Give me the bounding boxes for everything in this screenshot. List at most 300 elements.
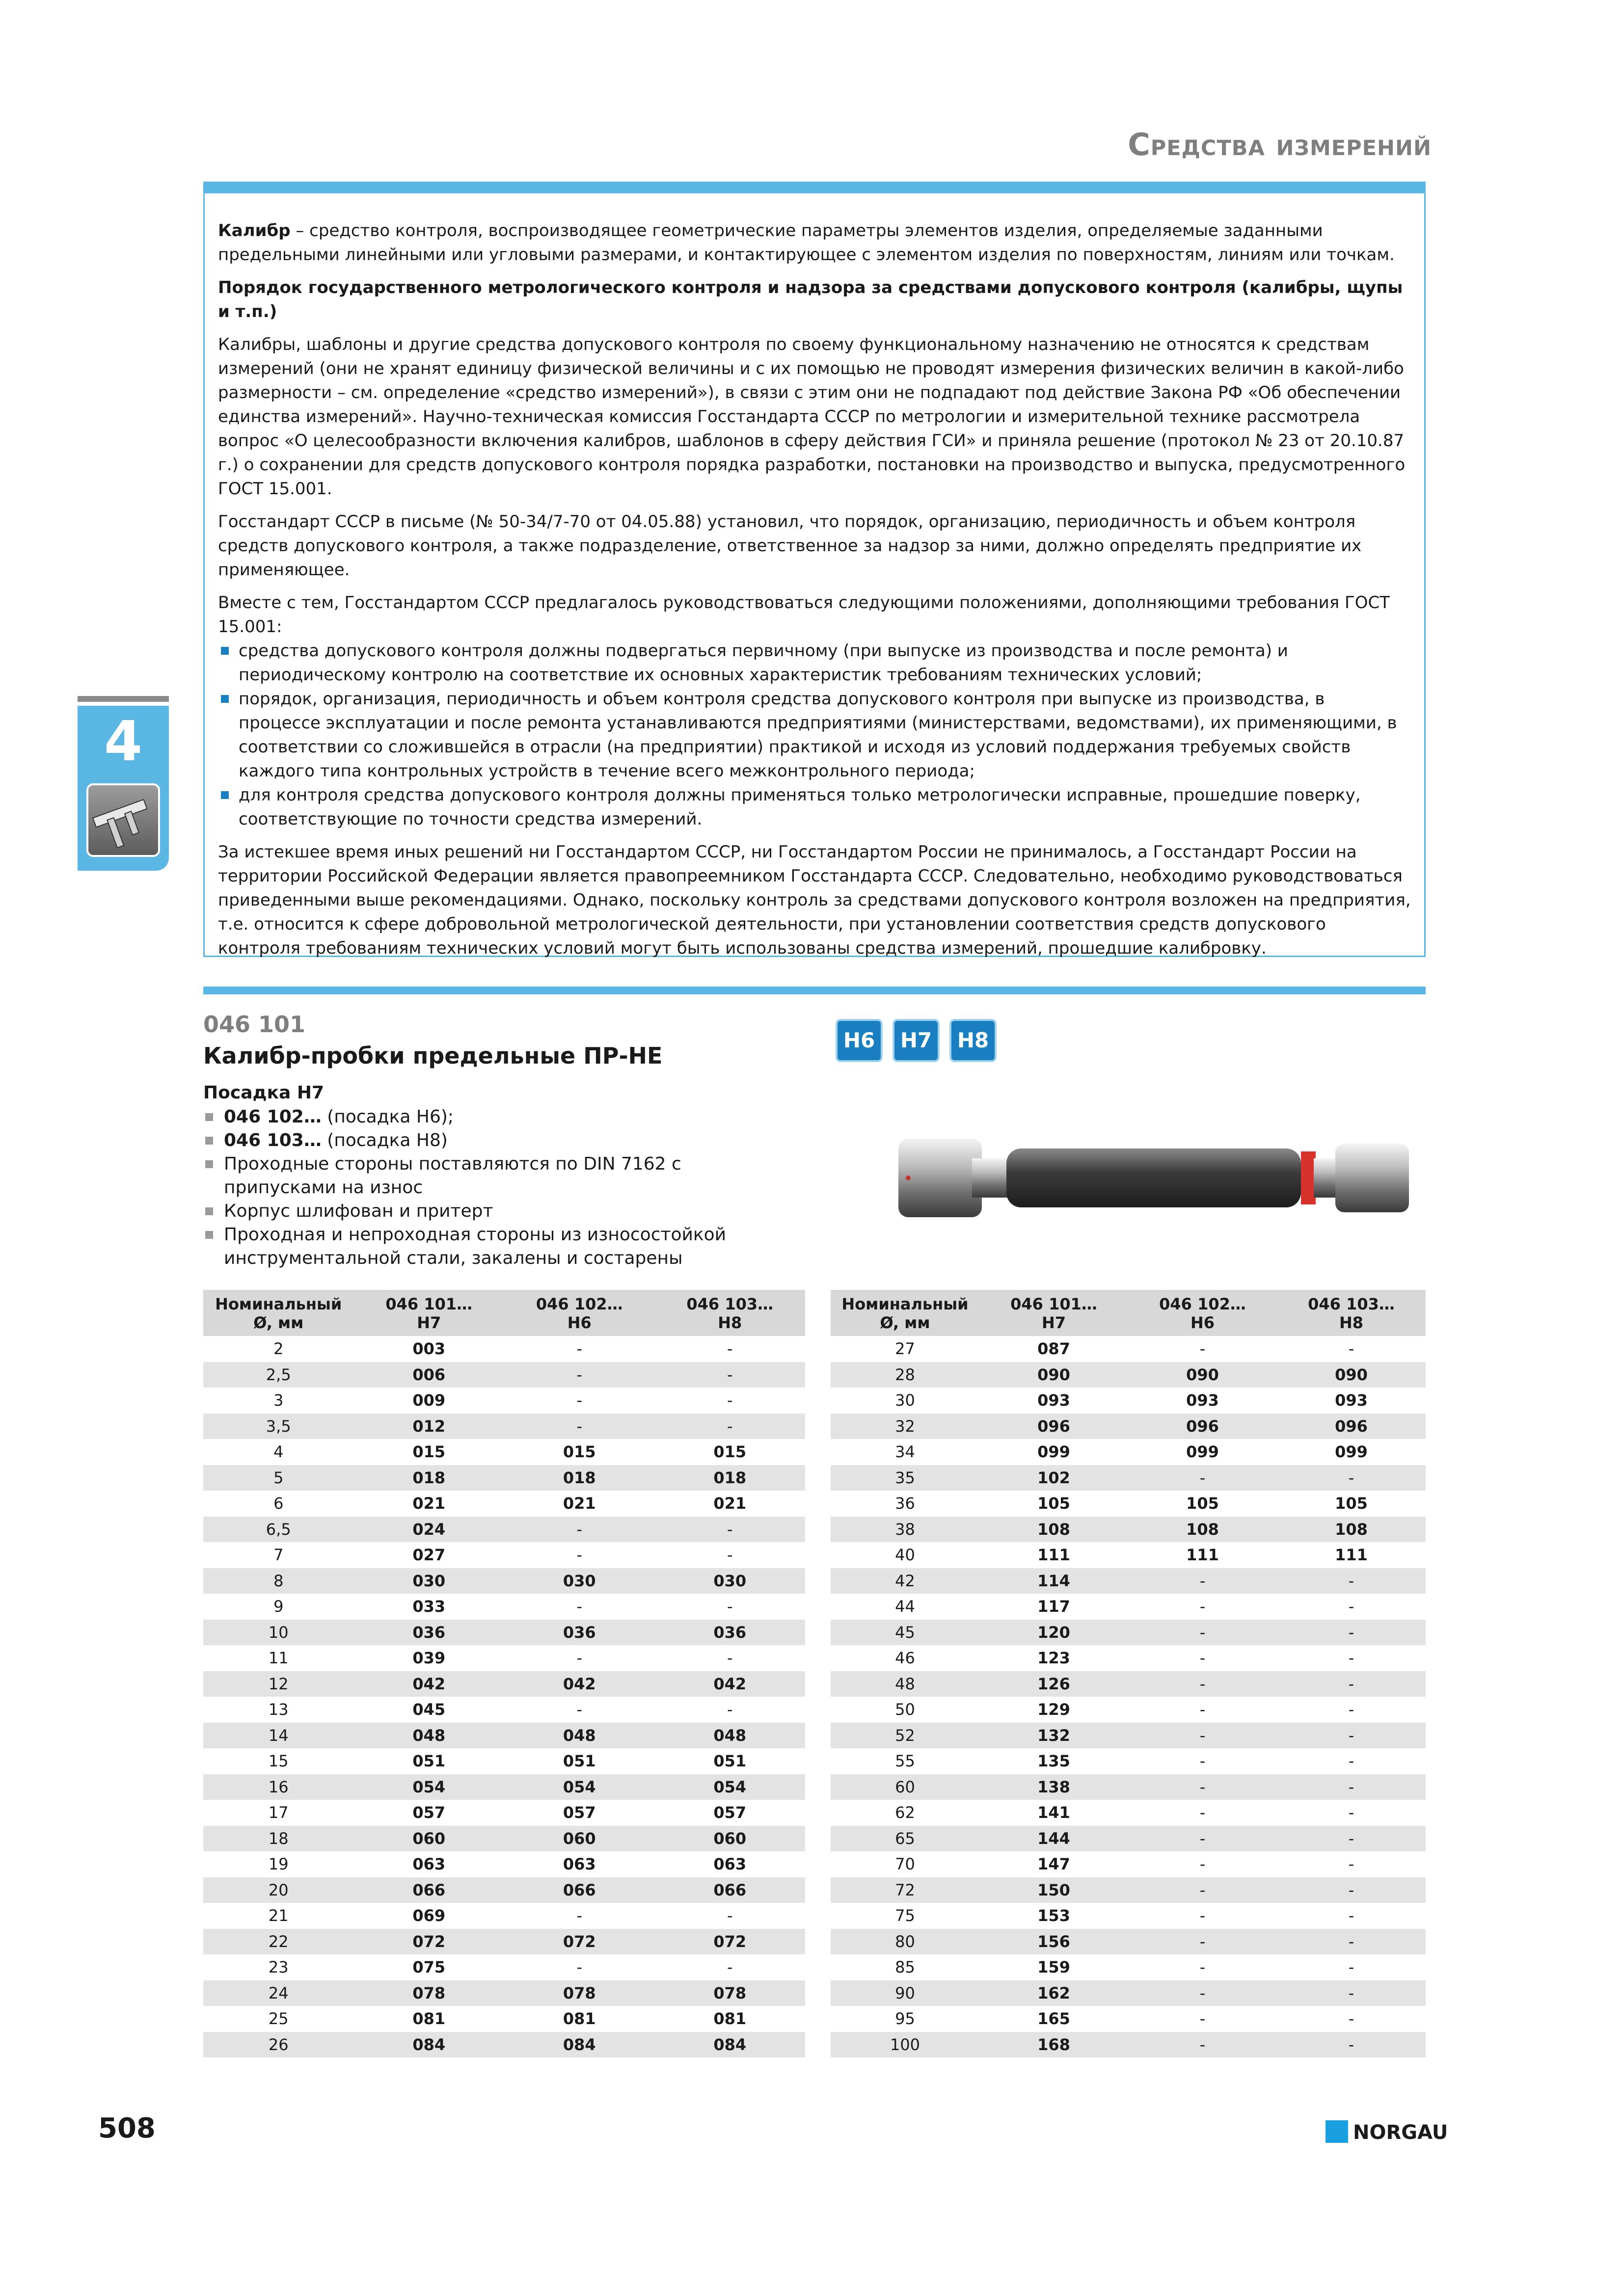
article-cell: 096 [979,1414,1128,1440]
table-row [203,1800,805,1826]
diameter-cell: 18 [203,1826,354,1852]
diameter-cell: 14 [203,1723,354,1749]
info-text [218,219,1411,969]
fit-badge-h6: H6 [836,1019,883,1062]
table-row [831,1671,1426,1697]
table-row [831,1517,1426,1543]
article-cell: 141 [1037,1803,1070,1822]
diameter-cell: 24 [203,1980,354,2006]
diameter-cell: 8 [203,1568,354,1594]
article-cell: - [576,1597,583,1616]
diameter-cell: 85 [895,1958,915,1976]
article-cell: 054 [504,1774,655,1800]
article-cell: 042 [655,1671,806,1697]
article-cell: 054 [655,1774,806,1800]
article-cell: 096 [1277,1414,1426,1440]
table-row [203,1903,805,1929]
diameter-cell: 90 [831,1980,979,2006]
article-cell: - [1199,1597,1206,1616]
size-table-right [831,1290,1426,2057]
table-row [831,1388,1426,1414]
info-paragraph-4: Вместе с тем, Госстандартом СССР предлагалось руководствоваться следующими положениями, дополняющими требования ГОСТ 15.001: [218,593,1390,637]
article-cell: 018 [655,1465,806,1491]
table-row [203,1645,805,1671]
diameter-cell: 16 [203,1774,354,1800]
table-row [831,1465,1426,1491]
article-cell: 147 [1037,1855,1070,1873]
table-row [203,1542,805,1568]
table-row [203,1362,805,1388]
table-header-row [831,1290,1426,1336]
header-046101: 046 101… H7 [354,1290,505,1336]
article-cell: - [1277,1826,1426,1852]
diameter-cell: 34 [895,1442,915,1461]
feature-text: Корпус шлифован и притерт [224,1201,493,1221]
article-cell: 036 [655,1620,806,1646]
article-cell: 084 [655,2032,806,2058]
article-cell: - [504,1362,655,1388]
feature-item [203,1223,743,1270]
article-cell: 108 [979,1517,1128,1543]
table-row [203,1826,805,1852]
header-nominal: Номинальный Ø, мм [203,1290,354,1336]
article-cell: 126 [979,1671,1128,1697]
article-cell: 042 [504,1671,655,1697]
article-cell: - [576,1546,583,1564]
article-cell: 081 [412,2009,446,2028]
article-cell: - [576,1339,583,1358]
info-heading-text: Порядок государственного метрологического контроля и надзора за средствами допускового контроля (калибры, щупы и т.п.) [218,278,1403,321]
article-cell: - [1348,1906,1354,1925]
article-cell: 057 [563,1803,596,1822]
article-cell: 075 [412,1958,446,1976]
table-row [831,2006,1426,2032]
article-cell: - [576,1391,583,1410]
article-cell: - [727,1700,733,1719]
table-row [831,1851,1426,1877]
article-cell: - [1128,1671,1277,1697]
article-cell: 084 [504,2032,655,2058]
article-cell: - [1128,1774,1277,1800]
diameter-cell: 10 [203,1620,354,1646]
article-cell: 021 [713,1494,747,1513]
feature-text: Проходная и непроходная стороны из износостойкой инструментальной стали, закалены и состарены [224,1225,727,1268]
diameter-cell: 60 [831,1774,979,1800]
header-046102: 046 102… H6 [1128,1290,1277,1336]
article-cell: 099 [1335,1442,1368,1461]
table-row [831,1697,1426,1723]
diameter-cell: 65 [831,1826,979,1852]
table-row [831,1826,1426,1852]
diameter-cell: 44 [895,1597,915,1616]
article-cell: 093 [1037,1391,1070,1410]
diameter-cell: 25 [268,2009,289,2028]
article-cell: 015 [563,1442,596,1461]
article-cell: 015 [412,1442,446,1461]
table-row [203,1414,805,1440]
article-cell: 039 [412,1649,446,1667]
article-cell: 090 [1277,1362,1426,1388]
article-cell: - [1348,1803,1354,1822]
diameter-cell: 6,5 [203,1517,354,1543]
article-cell: - [1199,1958,1206,1976]
table-row [203,1980,805,2006]
article-cell: 015 [713,1442,747,1461]
diameter-cell: 7 [273,1546,284,1564]
article-cell: - [1277,1774,1426,1800]
table-row [831,1336,1426,1362]
diameter-cell: 50 [895,1700,915,1719]
article-cell: 159 [1037,1958,1070,1976]
article-cell: - [1348,1649,1354,1667]
diameter-cell: 17 [268,1803,289,1822]
product-subtitle: Посадка H7 [203,1083,325,1103]
table-row [831,1645,1426,1671]
article-cell: 042 [354,1671,505,1697]
article-cell: - [727,1546,733,1564]
diameter-cell: 46 [895,1649,915,1667]
product-code: 046 101 [203,1011,306,1038]
article-cell: 120 [979,1620,1128,1646]
diameter-cell: 22 [203,1929,354,1955]
table-row [203,1723,805,1749]
article-cell: - [1199,1339,1206,1358]
diameter-cell: 21 [268,1906,289,1925]
article-cell: 129 [1037,1700,1070,1719]
header-046103: 046 103… H8 [1277,1290,1426,1336]
info-bullet: порядок, организация, периодичность и объем контроля средства допускового контроля при выпуске из производства, в процессе эксплуатации и после ремонта устанавливаются предприятиями (министерствами, ведомствами), их применяющими, в соответствии со сложившейся в отрасли (на предприятии) практикой и исходя из условий поддержания требуемых свойств каждого типа контрольных устройств в течение всего межконтрольного периода; [218,687,1411,783]
article-cell: - [1277,1465,1426,1491]
plug-gauge-image [898,1129,1414,1227]
article-cell: - [1128,1826,1277,1852]
diameter-cell: 4 [273,1442,284,1461]
article-cell: - [1277,1980,1426,2006]
article-cell: - [1199,2009,1206,2028]
article-cell: - [1128,1620,1277,1646]
diameter-cell: 30 [895,1391,915,1410]
table-row [203,2032,805,2058]
table-row [831,1439,1426,1465]
diameter-cell: 35 [831,1465,979,1491]
diameter-cell: 40 [895,1546,915,1564]
diameter-cell: 27 [895,1339,915,1358]
article-cell: - [1128,1929,1277,1955]
article-cell: 030 [655,1568,806,1594]
article-cell: 048 [354,1723,505,1749]
article-cell: 072 [354,1929,505,1955]
article-cell: 006 [354,1362,505,1388]
feature-code: 046 102… [224,1107,322,1127]
table-row [831,1594,1426,1620]
article-cell: 132 [979,1723,1128,1749]
article-cell: - [1128,1465,1277,1491]
caliper-icon [86,783,160,857]
article-cell: - [1199,1752,1206,1770]
table-row [831,1362,1426,1388]
diameter-cell: 55 [895,1752,915,1770]
feature-list [203,1105,743,1270]
article-cell: 069 [412,1906,446,1925]
article-cell: - [727,1906,733,1925]
article-cell: 072 [655,1929,806,1955]
article-cell: 081 [713,2009,747,2028]
article-cell: 063 [412,1855,446,1873]
feature-text: Проходные стороны поставляются по DIN 7162 с припусками на износ [224,1154,681,1198]
article-cell: 057 [713,1803,747,1822]
article-cell: - [1277,1620,1426,1646]
article-cell: - [1348,1752,1354,1770]
article-cell: 003 [412,1339,446,1358]
article-cell: 093 [1186,1391,1219,1410]
article-cell: 057 [412,1803,446,1822]
caliper-icon-svg [88,785,158,855]
table-row [203,1517,805,1543]
table-row [203,1954,805,1980]
article-cell: 012 [354,1414,505,1440]
table-header-row [203,1290,805,1336]
article-cell: 105 [1037,1494,1070,1513]
article-cell: 060 [354,1826,505,1852]
article-cell: 105 [1335,1494,1368,1513]
product-section-bar [203,987,1426,994]
product-title: Калибр-пробки предельные ПР-НЕ [203,1042,663,1069]
article-cell: - [1128,1980,1277,2006]
article-cell: - [727,1958,733,1976]
article-cell: - [1348,2009,1354,2028]
table-row [203,1774,805,1800]
article-cell: - [576,1958,583,1976]
table-row [203,1620,805,1646]
table-row [831,1800,1426,1826]
article-cell: 090 [979,1362,1128,1388]
article-cell: 063 [563,1855,596,1873]
article-cell: 111 [1186,1546,1219,1564]
feature-text: (посадка H6); [321,1107,454,1127]
fit-badge-h7: H7 [893,1019,940,1062]
article-cell: 111 [1335,1546,1368,1564]
diameter-cell: 80 [831,1929,979,1955]
table-row [831,1620,1426,1646]
article-cell: 138 [979,1774,1128,1800]
fit-badge-h8: H8 [949,1019,997,1062]
table-row [831,1929,1426,1955]
article-cell: - [1128,1877,1277,1903]
table-row [203,1594,805,1620]
header-046101: 046 101… H7 [979,1290,1128,1336]
article-cell: 108 [1128,1517,1277,1543]
diameter-cell: 75 [895,1906,915,1925]
article-cell: 162 [979,1980,1128,2006]
page-number: 508 [98,2112,156,2144]
table-row [203,1568,805,1594]
article-cell: 072 [504,1929,655,1955]
brand-logo-icon [1325,2120,1348,2143]
diameter-cell: 12 [203,1671,354,1697]
diameter-cell: 62 [895,1803,915,1822]
header-046102: 046 102… H6 [504,1290,655,1336]
table-row [831,1903,1426,1929]
article-cell: 051 [563,1752,596,1770]
article-cell: 030 [504,1568,655,1594]
article-cell: 036 [354,1620,505,1646]
article-cell: - [1348,1855,1354,1873]
article-cell: 078 [504,1980,655,2006]
article-cell: - [1199,1906,1206,1925]
table-row [831,1877,1426,1903]
header-046103: 046 103… H8 [655,1290,806,1336]
article-cell: - [727,1339,733,1358]
diameter-cell: 6 [273,1494,284,1513]
diameter-cell: 23 [268,1958,289,1976]
table-row [831,1748,1426,1774]
article-cell: - [1128,1568,1277,1594]
diameter-cell: 2 [273,1339,284,1358]
article-cell: - [1128,1723,1277,1749]
diameter-cell: 28 [831,1362,979,1388]
article-cell: - [1199,1803,1206,1822]
diameter-cell: 13 [268,1700,289,1719]
table-row [203,1465,805,1491]
article-cell: - [655,1517,806,1543]
diameter-cell: 45 [831,1620,979,1646]
article-cell: 150 [979,1877,1128,1903]
brand-name: NORGAU [1353,2121,1448,2144]
table-row [831,2032,1426,2058]
article-cell: 165 [1037,2009,1070,2028]
article-cell: 099 [1037,1442,1070,1461]
article-cell: 153 [1037,1906,1070,1925]
diameter-cell: 26 [203,2032,354,2058]
article-cell: 060 [655,1826,806,1852]
diameter-cell: 48 [831,1671,979,1697]
info-paragraph-2: Калибры, шаблоны и другие средства допускового контроля по своему функциональному назначению не относятся к средствам измерений (они не хранят единицу физической величины и с их помощью не проводят измерения физических величин в какой-либо размерности – см. определение «средство измерений»), в связи с этим они не подпадают под действие Закона РФ «Об обеспечении единства измерений». Научно-техническая комиссия Госстандарта СССР по метрологии и измерительной технике рассмотрела вопрос «О целесообразности включения калибров, шаблонов в сферу действия ГСИ» и приняла решение (протокол № 23 от 20.10.87 г.) о сохранении для средств допускового контроля порядка разработки, постановки на производство и выпуска, предусмотренного ГОСТ 15.001. [218,335,1406,499]
diameter-cell: 11 [268,1649,289,1667]
article-cell: - [1199,1649,1206,1667]
article-cell: 111 [1037,1546,1070,1564]
info-bullet: средства допускового контроля должны подвергаться первичному (при выпуске из производства и после ремонта) и периодическому контролю на соответствие их основных характеристик требованиям технических условий; [218,639,1411,687]
table-row [203,1877,805,1903]
table-row [203,1439,805,1465]
table-row [831,1980,1426,2006]
feature-item [203,1105,743,1129]
diameter-cell: 36 [895,1494,915,1513]
feature-text: (посадка H8) [321,1130,448,1150]
header-nominal: Номинальный Ø, мм [831,1290,979,1336]
article-cell: 024 [354,1517,505,1543]
article-cell: 084 [354,2032,505,2058]
article-cell: - [1277,1877,1426,1903]
article-cell: 117 [1037,1597,1070,1616]
article-cell: 051 [713,1752,747,1770]
size-table-left [203,1290,805,2057]
article-cell: - [1348,1597,1354,1616]
article-cell: - [576,1700,583,1719]
article-cell: 078 [354,1980,505,2006]
article-cell: - [1348,1700,1354,1719]
article-cell: - [1348,1958,1354,1976]
article-cell: - [1128,2032,1277,2058]
feature-item [203,1152,743,1200]
diameter-cell: 19 [268,1855,289,1873]
table-row [831,1774,1426,1800]
diameter-cell: 20 [203,1877,354,1903]
diameter-cell: 95 [895,2009,915,2028]
article-cell: 033 [412,1597,446,1616]
article-cell: 081 [563,2009,596,2028]
article-cell: 054 [354,1774,505,1800]
article-cell: 018 [354,1465,505,1491]
diameter-cell: 15 [268,1752,289,1770]
article-cell: 096 [1128,1414,1277,1440]
article-cell: 078 [655,1980,806,2006]
article-cell: 018 [504,1465,655,1491]
diameter-cell: 2,5 [203,1362,354,1388]
diameter-cell: 3 [273,1391,284,1410]
article-cell: 021 [563,1494,596,1513]
article-cell: 105 [1186,1494,1219,1513]
article-cell: - [1199,1700,1206,1719]
definition-term: Калибр [218,221,291,240]
article-cell: - [1277,1568,1426,1594]
diameter-cell: 32 [831,1414,979,1440]
table-row [203,1491,805,1517]
section-title: Средства измерений [1128,127,1432,162]
table-row [203,1851,805,1877]
article-cell: - [727,1391,733,1410]
info-box-top-bar [203,182,1426,193]
article-cell: 108 [1277,1517,1426,1543]
diameter-cell: 42 [831,1568,979,1594]
table-row [203,1748,805,1774]
article-cell: - [1277,2032,1426,2058]
article-cell: 144 [979,1826,1128,1852]
article-cell: 048 [504,1723,655,1749]
table-row [203,1388,805,1414]
article-cell: 168 [979,2032,1128,2058]
article-cell: 009 [412,1391,446,1410]
article-cell: - [655,1362,806,1388]
article-cell: 156 [979,1929,1128,1955]
article-cell: - [1199,1855,1206,1873]
article-cell: 063 [713,1855,747,1873]
table-row [831,1491,1426,1517]
diameter-cell: 5 [203,1465,354,1491]
table-row [831,1542,1426,1568]
table-row [203,1671,805,1697]
diameter-cell: 3,5 [203,1414,354,1440]
info-bullet: для контроля средства допускового контроля должны применяться только метрологически исправные, прошедшие поверку, соответствующие по точности средства измерений. [218,783,1411,831]
article-cell: 048 [655,1723,806,1749]
table-row [203,1336,805,1362]
article-cell: - [1277,1723,1426,1749]
diameter-cell: 70 [895,1855,915,1873]
info-bullets [218,639,1411,831]
info-paragraph-3: Госстандарт СССР в письме (№ 50-34/7-70 от 04.05.88) установил, что порядок, организацию, периодичность и объем контроля средств допускового контроля, а также подразделение, ответственное за надзор за ними, должно определять предприятие их применяющее. [218,512,1362,580]
article-cell: - [1348,1339,1354,1358]
definition-paragraph [218,219,1411,267]
table-row [831,1568,1426,1594]
chapter-number: 4 [104,710,142,774]
diameter-cell: 38 [831,1517,979,1543]
diameter-cell: 52 [831,1723,979,1749]
article-cell: - [576,1906,583,1925]
diameter-cell: 100 [831,2032,979,2058]
article-cell: - [576,1649,583,1667]
diameter-cell: 72 [831,1877,979,1903]
table-row [203,1929,805,1955]
article-cell: 090 [1128,1362,1277,1388]
article-cell: 066 [655,1877,806,1903]
